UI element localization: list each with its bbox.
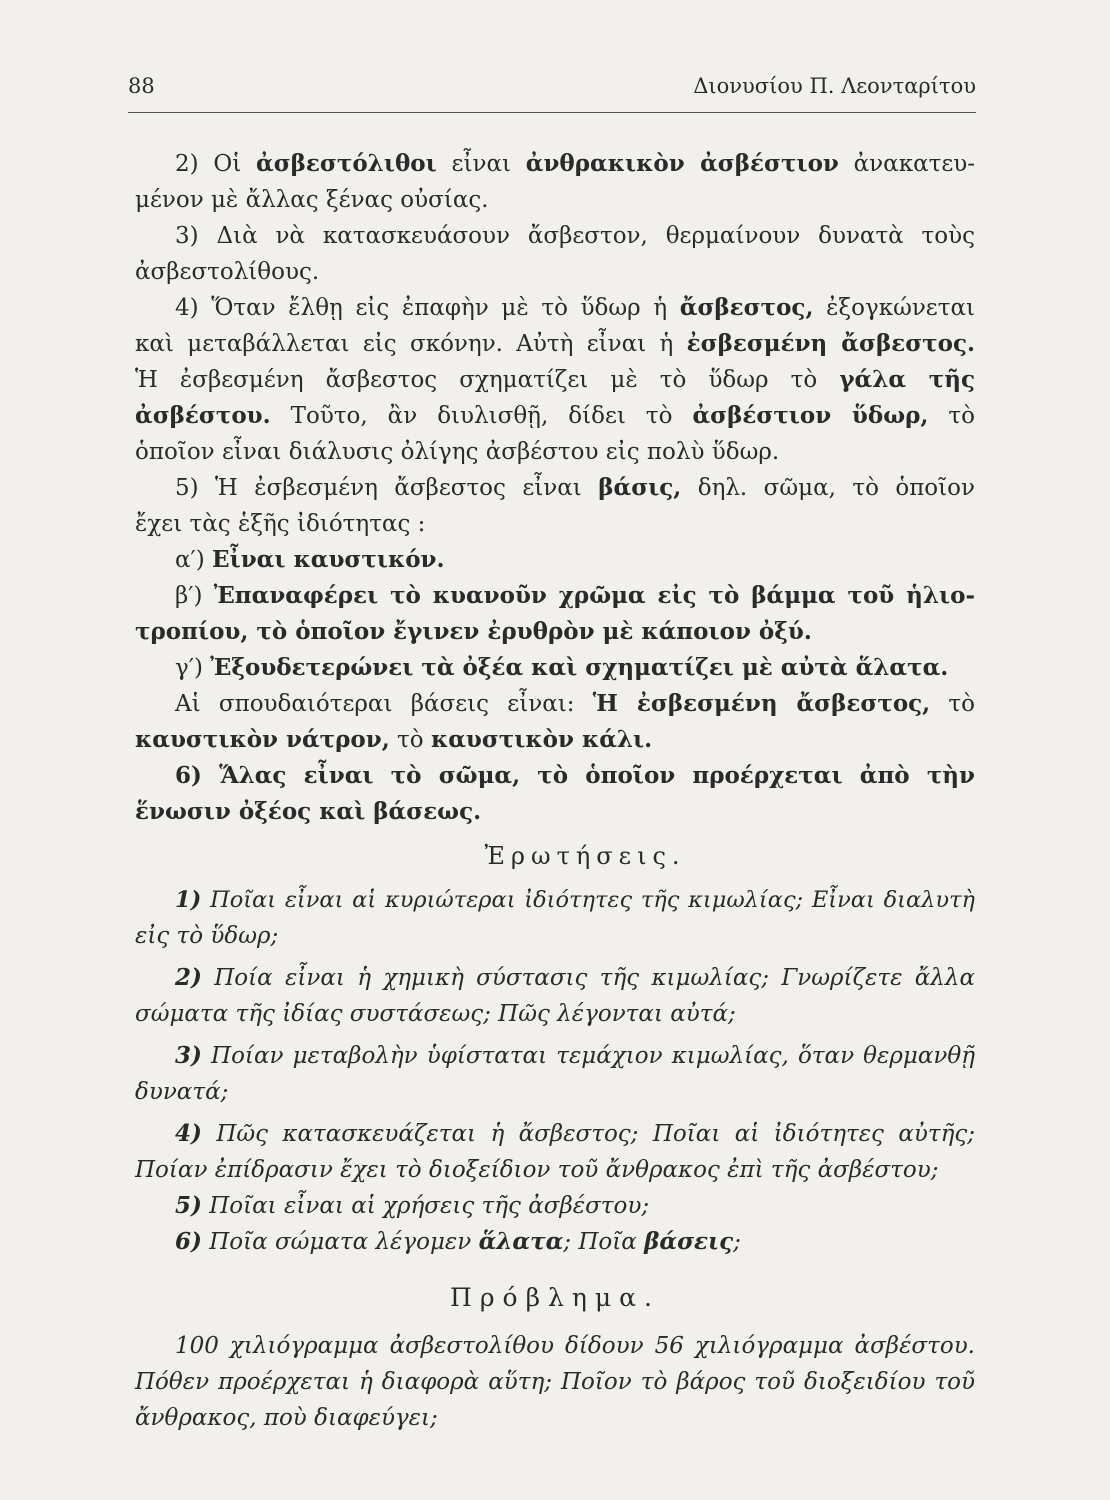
problem-line-1: 100 χιλιόγραμμα ἀσβεστολίθου δίδουν 56 χιλιόγραμμα ἀσβέστου. — [175, 1333, 975, 1359]
paragraph-3-line-1: 3) Διὰ νὰ κατασκευάσουν ἄσβεστον, θερμαίνουν δυνατὰ τοὺς — [175, 223, 975, 249]
question-5: 5) Ποῖαι εἶναι αἱ χρήσεις τῆς ἀσβέστου; — [175, 1192, 650, 1219]
problem-line-3: ἄνθρακος, ποὺ διαφεύγει; — [135, 1405, 438, 1431]
running-head — [128, 74, 976, 108]
question-4-line-1: 4) Πῶς κατασκευάζεται ἡ ἄσβεστος; Ποῖαι αἱ ἰδιότητες αὐτῆς; — [175, 1120, 975, 1147]
problem-heading: Πρόβλημα. — [450, 1283, 660, 1312]
property-c: γ′) Ἐξουδετερώνει τὰ ὀξέα καὶ σχηματίζει μὲ αὐτὰ ἅλατα. — [175, 654, 949, 681]
paragraph-4-line-5: ὁποῖον εἶναι διάλυσις ὀλίγης ἀσβέστου εἰς πολὺ ὕδωρ. — [135, 439, 780, 465]
paragraph-2-line-2: μένον μὲ ἄλλας ξένας οὐσίας. — [135, 187, 489, 213]
question-2-line-2: σώματα τῆς ἰδίας συστάσεως; Πῶς λέγονται αὐτά; — [135, 1001, 736, 1027]
question-2-line-1: 2) Ποία εἶναι ἡ χημικὴ σύστασις τῆς κιμωλίας; Γνωρίζετε ἄλλα — [175, 964, 975, 991]
bases-line-2: καυστικὸν νάτρον, τὸ καυστικὸν κάλι. — [135, 726, 653, 753]
paragraph-4-line-2: καὶ μεταβάλλεται εἰς σκόνην. Αὐτὴ εἶναι ἡ ἐσβεσμένη ἄσβεστος. — [135, 330, 975, 357]
question-3-line-2: δυνατά; — [135, 1079, 229, 1105]
question-3-line-1: 3) Ποίαν μεταβολὴν ὑφίσταται τεμάχιον κιμωλίας, ὅταν θερμανθῇ — [175, 1042, 975, 1069]
question-1-line-1: 1) Ποῖαι εἶναι αἱ κυριώτεραι ἰδιότητες τῆς κιμωλίας; Εἶναι διαλυτὴ — [175, 887, 975, 913]
paragraph-6-line-1: 6) Ἅλας εἶναι τὸ σῶμα, τὸ ὁποῖον προέρχεται ἀπὸ τὴν — [175, 762, 975, 789]
question-6: 6) Ποῖα σώματα λέγομεν ἅλατα; Ποῖα βάσεις; — [175, 1228, 741, 1255]
questions-heading: Ἐρωτήσεις. — [484, 842, 686, 870]
paragraph-3-line-2: ἀσβεστολίθους. — [135, 259, 320, 285]
header-author: Διονυσίου Π. Λεονταρίτου — [693, 74, 976, 98]
problem-line-2: Πόθεν προέρχεται ἡ διαφορὰ αὕτη; Ποῖον τὸ βάρος τοῦ διοξειδίου τοῦ — [135, 1369, 975, 1395]
paragraph-2-line-1: 2) Οἱ ἀσβεστόλιθοι εἶναι ἀνθρακικὸν ἀσβέστιον ἀνακατευ- — [175, 150, 975, 177]
page-number: 88 — [128, 74, 155, 98]
property-b-line-2: τροπίου, τὸ ὁποῖον ἔγινεν ἐρυθρὸν μὲ κάποιον ὀξύ. — [135, 618, 812, 645]
question-4-line-2: Ποίαν ἐπίδρασιν ἔχει τὸ διοξείδιον τοῦ ἄνθρακος ἐπὶ τῆς ἀσβέστου; — [135, 1157, 939, 1183]
question-1-line-2: εἰς τὸ ὕδωρ; — [135, 923, 279, 949]
header-rule — [128, 112, 976, 113]
paragraph-5-line-1: 5) Ἡ ἐσβεσμένη ἄσβεστος εἶναι βάσις, δηλ. σῶμα, τὸ ὁποῖον — [175, 474, 976, 501]
paragraph-6-line-2: ἕνωσιν ὀξέος καὶ βάσεως. — [135, 798, 482, 825]
bases-line-1: Αἱ σπουδαιότεραι βάσεις εἶναι: Ἡ ἐσβεσμένη ἄσβεστος, τὸ — [175, 690, 976, 717]
paragraph-4-line-4: ἀσβέστου. Τοῦτο, ἂν διυλισθῇ, δίδει τὸ ἀσβέστιον ὕδωρ, τὸ — [135, 402, 975, 429]
body-text — [135, 146, 975, 1436]
paragraph-5-line-2: ἔχει τὰς ἑξῆς ἰδιότητας : — [135, 511, 426, 537]
paragraph-4-line-1: 4) Ὅταν ἔλθῃ εἰς ἐπαφὴν μὲ τὸ ὕδωρ ἡ ἄσβεστος, ἐξογκώνεται — [175, 294, 975, 321]
property-b-line-1: β′) Ἐπαναφέρει τὸ κυανοῦν χρῶμα εἰς τὸ βάμμα τοῦ ἡλιο- — [175, 582, 975, 609]
paragraph-4-line-3: Ἡ ἐσβεσμένη ἄσβεστος σχηματίζει μὲ τὸ ὕδωρ τὸ γάλα τῆς — [135, 366, 976, 393]
property-a: α′) Εἶναι καυστικόν. — [175, 546, 445, 573]
